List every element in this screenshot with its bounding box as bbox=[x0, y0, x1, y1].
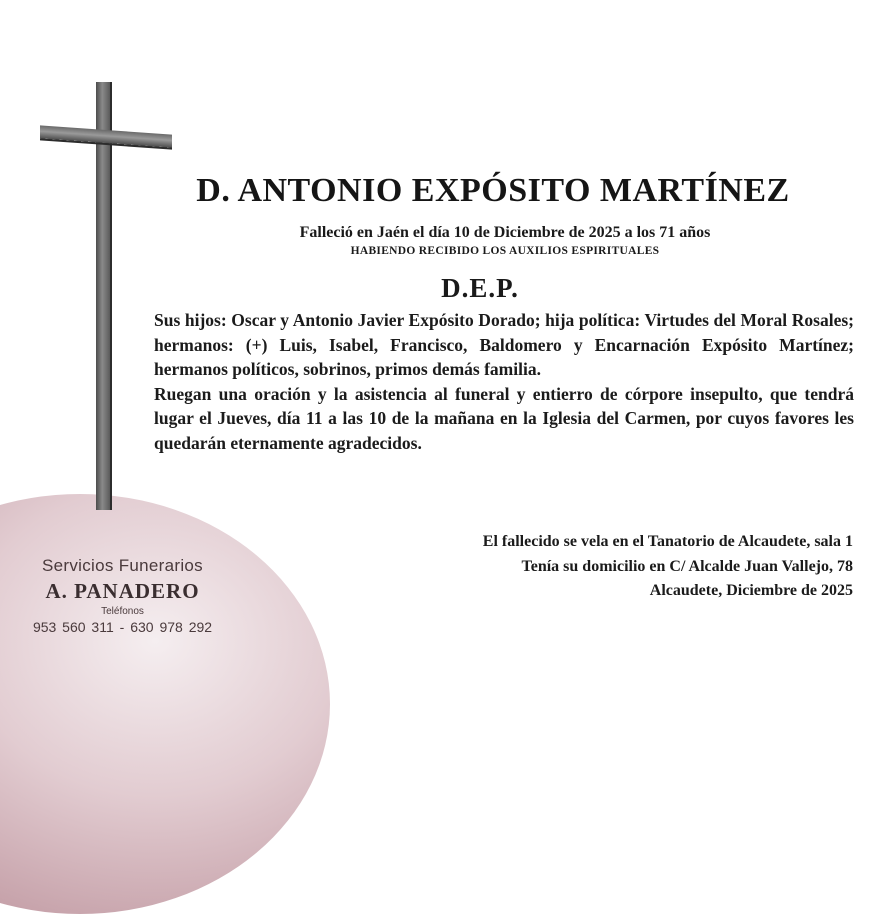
place-date-line: Alcaudete, Diciembre de 2025 bbox=[649, 582, 853, 599]
phones-label: Teléfonos bbox=[101, 606, 144, 617]
wake-line: El fallecido se vela en el Tanatorio de Alcaudete, sala 1 bbox=[482, 533, 853, 550]
company-phones: 953 560 311 - 630 978 292 bbox=[32, 619, 213, 635]
company-services: Servicios Funerarios bbox=[42, 556, 203, 575]
family-paragraph: Sus hijos: Oscar y Antonio Javier Expósito Dorado; hija política: Virtudes del Moral Rosales; hermanos: (+) Luis, Isabel, Francisco, Baldomero y Encarnación Expósito Martínez; hermanos políticos, sobrinos, primos demás familia. bbox=[154, 310, 854, 379]
company-name: A. PANADERO bbox=[45, 579, 200, 603]
funeral-paragraph: Ruegan una oración y la asistencia al funeral y entierro de córpore insepulto, que tendrá lugar el Jueves, día 11 a las 10 de la mañana en la Iglesia del Carmen, por cuyos favores les quedarán eternamente agradecidos. bbox=[154, 383, 854, 453]
deceased-name: D. ANTONIO EXPÓSITO MARTÍNEZ bbox=[196, 172, 790, 209]
death-line: Falleció en Jaén el día 10 de Diciembre de 2025 a los 71 años bbox=[299, 224, 711, 241]
closing-block bbox=[360, 530, 853, 604]
cross-icon bbox=[96, 82, 110, 510]
company-block bbox=[0, 556, 245, 635]
dep-heading: D.E.P. bbox=[441, 273, 519, 303]
notice-body bbox=[154, 308, 854, 455]
address-line: Tenía su domicilio en C/ Alcalde Juan Vallejo, 78 bbox=[521, 557, 853, 575]
auxilios-line: HABIENDO RECIBIDO LOS AUXILIOS ESPIRITUALES bbox=[350, 245, 660, 257]
